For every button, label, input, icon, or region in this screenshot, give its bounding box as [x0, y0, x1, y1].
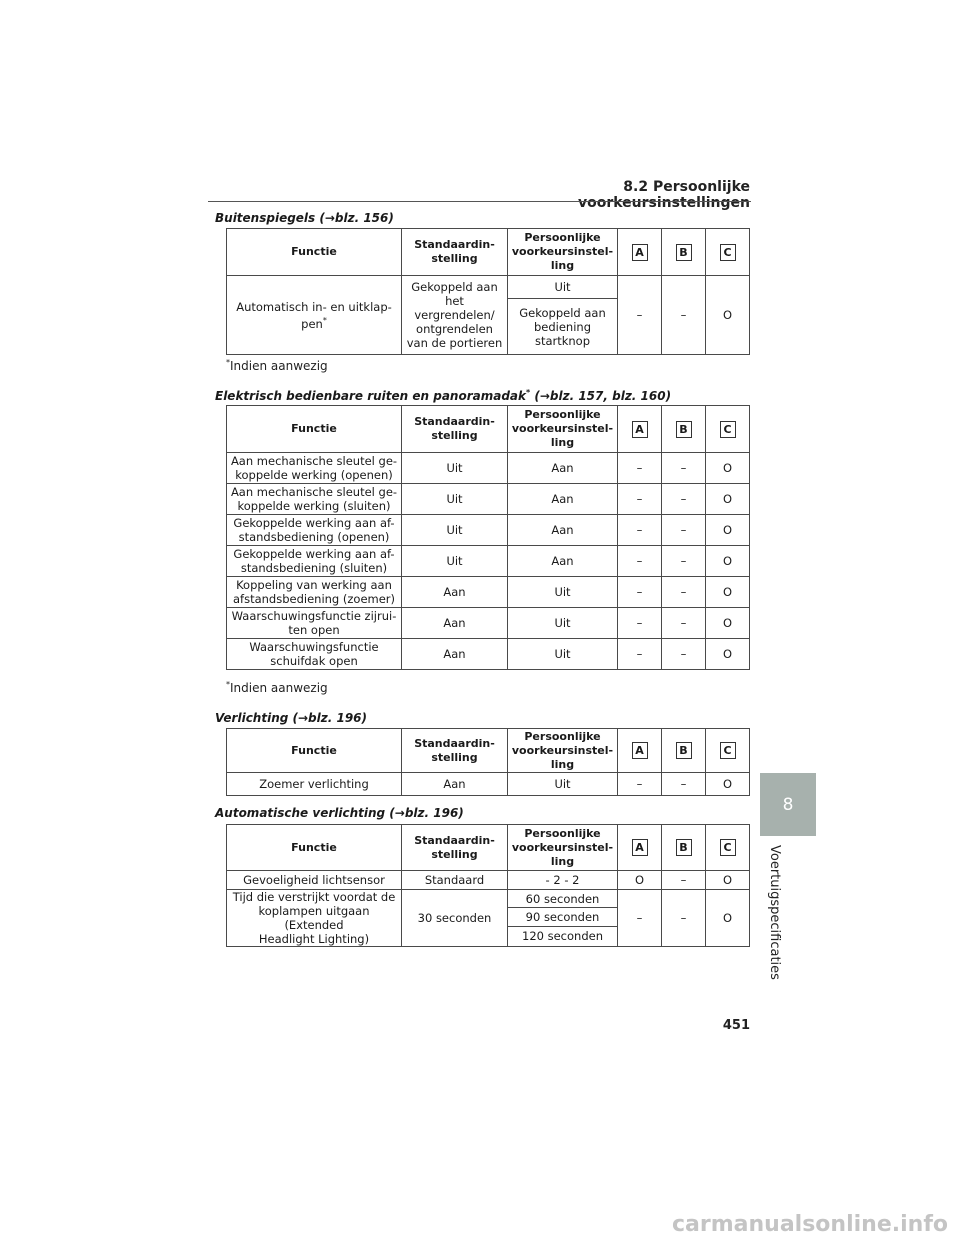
lighting-table: [226, 728, 750, 796]
cell-default: 30 seconden: [402, 890, 508, 947]
cell-default: Uit: [402, 453, 508, 484]
cell-personal: Aan: [508, 515, 618, 546]
windows-footnote: *Indien aanwezig: [226, 680, 328, 695]
header-rule: [208, 201, 751, 202]
label-b-box: B: [676, 244, 692, 261]
header-personal: Persoonlijke voorkeursinstel- ling: [508, 729, 618, 773]
windows-section-title: Elektrisch bedienbare ruiten en panoramadak* (→blz. 157, blz. 160): [215, 388, 672, 403]
cell-option-1: Uit: [508, 276, 618, 299]
table-row: [227, 484, 750, 515]
cell-c: O: [706, 608, 750, 639]
table-header-row: [227, 729, 750, 773]
cell-option-2: Gekoppeld aan bediening startknop: [508, 299, 618, 355]
header-c: [706, 406, 750, 453]
table-header-row: [227, 406, 750, 453]
cell-c: O: [706, 515, 750, 546]
cell-c: O: [706, 890, 750, 947]
cell-a: O: [618, 871, 662, 890]
cell-c: O: [706, 577, 750, 608]
auto-lighting-table: [226, 824, 750, 947]
header-a: [618, 729, 662, 773]
header-personal: Persoonlijke voorkeursinstel- ling: [508, 825, 618, 871]
mirrors-section-title: Buitenspiegels (→blz. 156): [215, 211, 394, 225]
cell-function: Tijd die verstrijkt voordat de koplampen uitgaan (Extended Headlight Lighting): [227, 890, 402, 947]
cell-a: –: [618, 453, 662, 484]
table-row: [227, 639, 750, 670]
windows-table: [226, 405, 750, 670]
cell-personal: Aan: [508, 453, 618, 484]
cell-default: Aan: [402, 608, 508, 639]
cell-b: –: [662, 484, 706, 515]
header-default: Standaardin- stelling: [402, 825, 508, 871]
header-c: [706, 229, 750, 276]
header-function: Functie: [227, 229, 402, 276]
cell-personal: Uit: [508, 608, 618, 639]
header-default: Standaardin- stelling: [402, 406, 508, 453]
header-c: [706, 825, 750, 871]
cell-b: –: [662, 577, 706, 608]
auto-lighting-section-title: Automatische verlichting (→blz. 196): [215, 806, 464, 820]
table-row: [227, 871, 750, 890]
cell-function: Automatisch in- en uitklap- pen*: [227, 276, 402, 355]
table-row: [227, 515, 750, 546]
page-number: 451: [722, 1018, 750, 1033]
header-b: [662, 729, 706, 773]
cell-function: Gekoppelde werking aan af- standsbediening (openen): [227, 515, 402, 546]
header-b: [662, 825, 706, 871]
label-b-box: B: [676, 839, 692, 856]
label-a-box: A: [632, 839, 648, 856]
header-c: [706, 729, 750, 773]
cell-b: –: [662, 453, 706, 484]
cell-c: O: [706, 453, 750, 484]
table-row: [227, 276, 750, 299]
table-row: [227, 608, 750, 639]
cell-default: Uit: [402, 484, 508, 515]
cell-b: –: [662, 276, 706, 355]
header-personal: Persoonlijke voorkeursinstel- ling: [508, 406, 618, 453]
cell-function: Gekoppelde werking aan af- standsbediening (sluiten): [227, 546, 402, 577]
page-header-title: 8.2 Persoonlijke voorkeursinstellingen: [577, 179, 750, 211]
cell-a: –: [618, 515, 662, 546]
cell-a: –: [618, 773, 662, 796]
cell-default: Uit: [402, 515, 508, 546]
label-b-box: B: [676, 742, 692, 759]
header-function: Functie: [227, 406, 402, 453]
cell-default: Standaard: [402, 871, 508, 890]
header-function: Functie: [227, 729, 402, 773]
cell-c: O: [706, 871, 750, 890]
mirrors-footnote: *Indien aanwezig: [226, 358, 328, 373]
table-header-row: [227, 825, 750, 871]
cell-c: O: [706, 276, 750, 355]
label-b-box: B: [676, 421, 692, 438]
watermark-text: carmanualsonline.info: [672, 1212, 948, 1237]
label-a-box: A: [632, 742, 648, 759]
cell-function: Gevoeligheid lichtsensor: [227, 871, 402, 890]
cell-b: –: [662, 546, 706, 577]
cell-option-2: 90 seconden: [508, 908, 618, 926]
cell-a: –: [618, 546, 662, 577]
header-b: [662, 229, 706, 276]
cell-personal: Uit: [508, 773, 618, 796]
header-personal: Persoonlijke voorkeursinstel- ling: [508, 229, 618, 276]
cell-a: –: [618, 484, 662, 515]
cell-personal: - 2 - 2: [508, 871, 618, 890]
cell-a: –: [618, 276, 662, 355]
header-default: Standaardin- stelling: [402, 729, 508, 773]
table-row: [227, 773, 750, 796]
header-default: Standaardin- stelling: [402, 229, 508, 276]
cell-personal: Aan: [508, 484, 618, 515]
cell-function: Zoemer verlichting: [227, 773, 402, 796]
cell-personal: Uit: [508, 577, 618, 608]
label-c-box: C: [720, 421, 736, 438]
cell-default: Uit: [402, 546, 508, 577]
label-a-box: A: [632, 421, 648, 438]
header-b: [662, 406, 706, 453]
cell-function: Koppeling van werking aan afstandsbediening (zoemer): [227, 577, 402, 608]
table-row: [227, 890, 750, 908]
cell-a: –: [618, 577, 662, 608]
cell-b: –: [662, 871, 706, 890]
lighting-section-title: Verlichting (→blz. 196): [215, 711, 368, 725]
cell-default: Gekoppeld aan het vergrendelen/ ontgrendelen van de portieren: [402, 276, 508, 355]
table-header-row: [227, 229, 750, 276]
mirrors-table: [226, 228, 750, 355]
cell-c: O: [706, 546, 750, 577]
cell-b: –: [662, 773, 706, 796]
table-row: [227, 453, 750, 484]
cell-c: O: [706, 484, 750, 515]
cell-a: –: [618, 608, 662, 639]
cell-c: O: [706, 639, 750, 670]
label-c-box: C: [720, 839, 736, 856]
label-a-box: A: [632, 244, 648, 261]
cell-b: –: [662, 639, 706, 670]
cell-default: Aan: [402, 577, 508, 608]
label-c-box: C: [720, 742, 736, 759]
header-function: Functie: [227, 825, 402, 871]
cell-default: Aan: [402, 773, 508, 796]
table-row: [227, 577, 750, 608]
cell-default: Aan: [402, 639, 508, 670]
cell-function: Aan mechanische sleutel ge- koppelde werking (sluiten): [227, 484, 402, 515]
cell-option-1: 60 seconden: [508, 890, 618, 908]
cell-b: –: [662, 608, 706, 639]
cell-a: –: [618, 890, 662, 947]
cell-option-3: 120 seconden: [508, 926, 618, 946]
cell-b: –: [662, 890, 706, 947]
header-a: [618, 229, 662, 276]
table-row: [227, 546, 750, 577]
cell-b: –: [662, 515, 706, 546]
chapter-label: Voertuigspecificaties: [767, 845, 782, 980]
chapter-number: 8: [782, 795, 794, 815]
cell-function: Aan mechanische sleutel ge- koppelde werking (openen): [227, 453, 402, 484]
label-c-box: C: [720, 244, 736, 261]
header-a: [618, 406, 662, 453]
cell-c: O: [706, 773, 750, 796]
cell-function: Waarschuwingsfunctie schuifdak open: [227, 639, 402, 670]
cell-personal: Uit: [508, 639, 618, 670]
cell-a: –: [618, 639, 662, 670]
header-a: [618, 825, 662, 871]
chapter-label-container: [762, 845, 786, 980]
cell-personal: Aan: [508, 546, 618, 577]
cell-function: Waarschuwingsfunctie zijrui- ten open: [227, 608, 402, 639]
